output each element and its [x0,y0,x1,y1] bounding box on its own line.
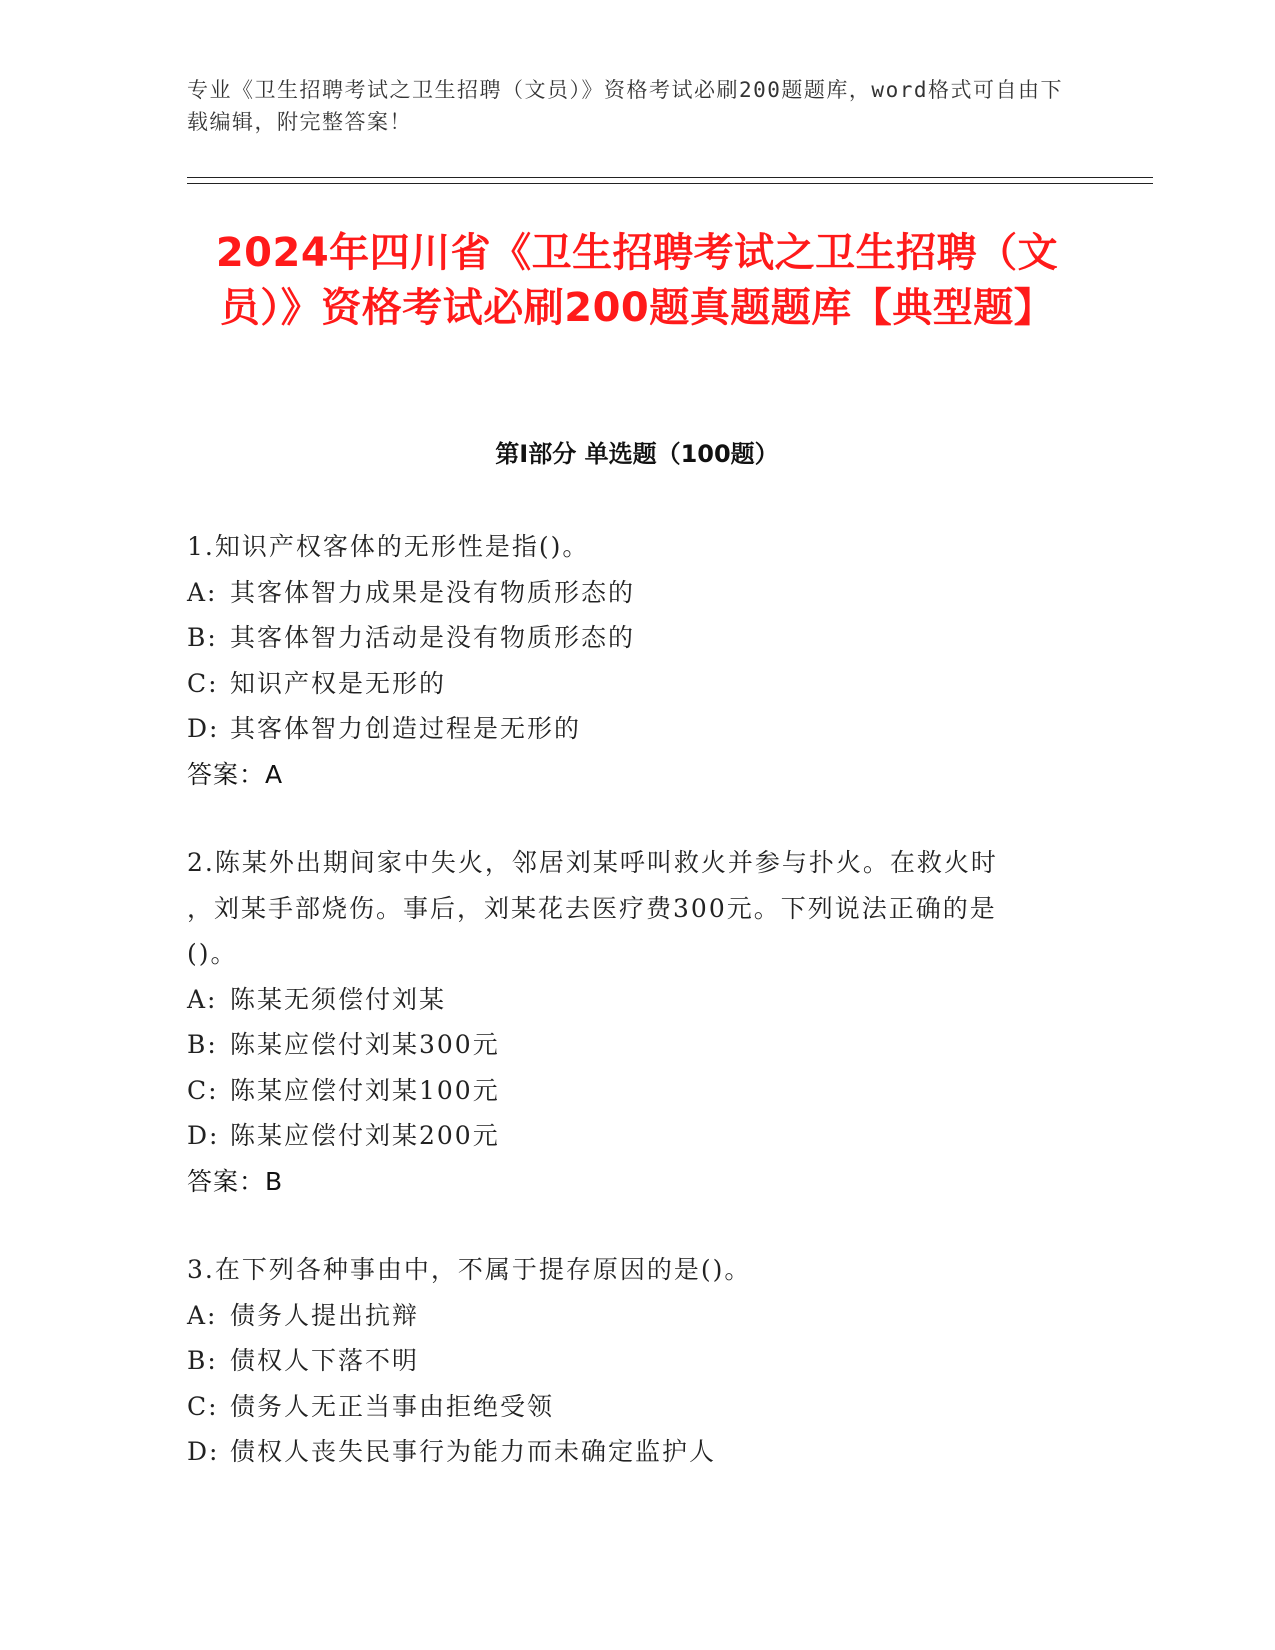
option-text: 债权人丧失民事行为能力而未确定监护人 [230,1437,717,1466]
option-text: 债务人无正当事由拒绝受领 [230,1391,555,1421]
option-key: D: [187,714,220,743]
option-line [187,1068,1067,1114]
option-line [187,1293,1067,1339]
option-line [187,1338,1067,1384]
option-text: 其客体智力活动是没有物质形态的 [230,623,636,652]
option-key: B: [187,1346,218,1375]
option-key: A: [187,1300,218,1330]
option-text: 陈某应偿付刘某300元 [230,1030,500,1059]
option-line [187,1113,1067,1159]
header-rule-bottom [187,183,1153,184]
document-title: 2024年四川省《卫生招聘考试之卫生招聘（文员）》资格考试必刷200题真题题库【典型题】 [215,230,1059,331]
option-line [187,977,1067,1023]
option-line [187,615,1067,661]
question-stem-line: ，刘某手部烧伤。事后，刘某花去医疗费300元。下列说法正确的是 [187,893,997,923]
option-text: 债务人提出抗辩 [230,1300,420,1330]
option-line [187,1384,1067,1430]
option-line [187,1022,1067,1068]
option-key: A: [187,577,218,607]
answer-line: 答案：A [187,759,284,789]
option-key: C: [187,668,219,698]
option-text: 知识产权是无形的 [230,668,447,698]
option-line [187,661,1067,707]
option-key: D: [187,1437,220,1466]
question-block [187,524,1067,797]
question-block [187,840,1067,1204]
option-key: C: [187,1391,219,1421]
question-stem-line: 3.在下列各种事由中，不属于提存原因的是()。 [187,1255,752,1284]
option-text: 陈某应偿付刘某200元 [230,1121,500,1150]
option-text: 债权人下落不明 [230,1346,420,1375]
header-note: 专业《卫生招聘考试之卫生招聘（文员）》资格考试必刷200题题库，word格式可自由下载编辑，附完整答案！ [187,78,1063,134]
question-list [187,524,1067,1518]
question-stem-line: ()。 [187,939,238,968]
option-text: 其客体智力成果是没有物质形态的 [230,577,636,607]
question-stem-line: 2.陈某外出期间家中失火，邻居刘某呼叫救火并参与扑火。在救火时 [187,848,998,877]
option-text: 其客体智力创造过程是无形的 [230,714,582,743]
option-line [187,706,1067,752]
option-key: A: [187,984,218,1014]
option-text: 陈某无须偿付刘某 [230,984,447,1014]
option-line [187,1429,1067,1475]
option-key: C: [187,1075,219,1105]
question-stem-line: 1.知识产权客体的无形性是指()。 [187,532,590,561]
option-key: B: [187,1030,218,1059]
header-rule-top [187,177,1153,178]
option-key: D: [187,1121,220,1150]
option-text: 陈某应偿付刘某100元 [230,1075,500,1105]
answer-line: 答案：B [187,1166,284,1196]
option-line [187,570,1067,616]
section-heading: 第I部分 单选题（100题） [495,440,779,468]
option-key: B: [187,623,218,652]
question-block [187,1247,1067,1475]
